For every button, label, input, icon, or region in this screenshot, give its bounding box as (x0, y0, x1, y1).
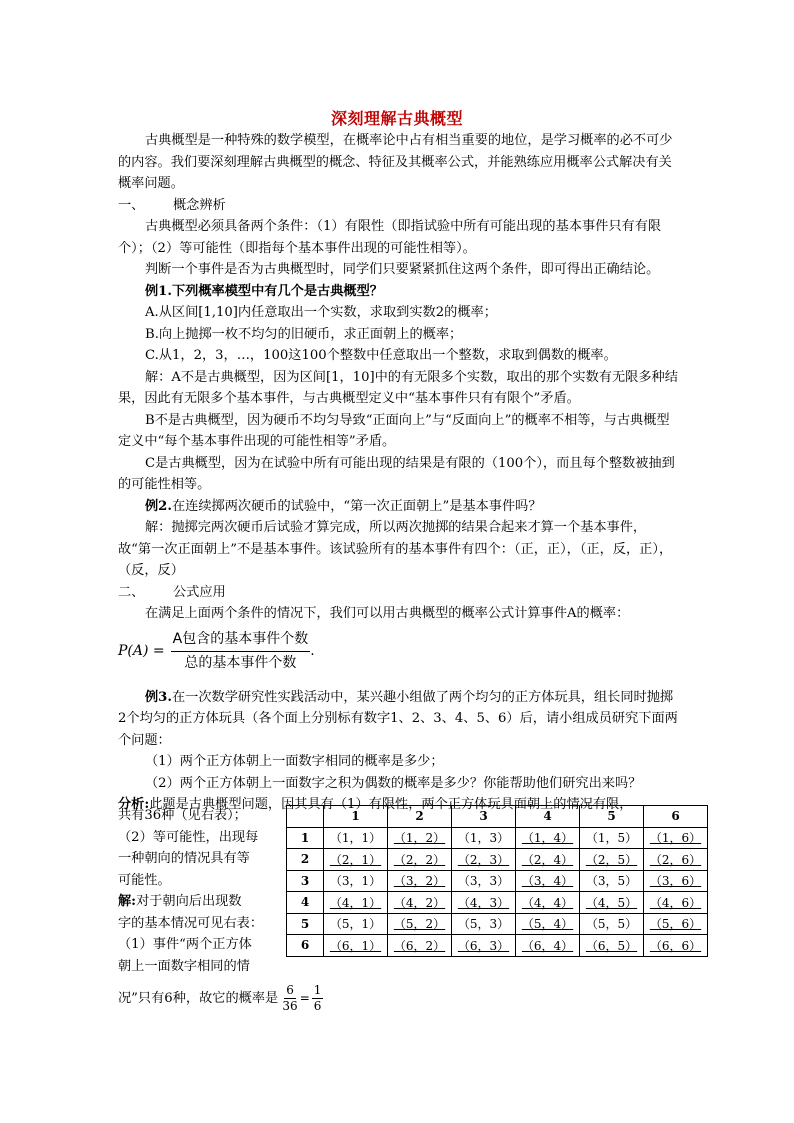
paragraph: 古典概型必须具备两个条件：（1）有限性（即指试验中所有可能出现的基本事件只有有限个）；（2）等可能性（即指每个基本事件出现的可能性相等）。 (118, 219, 662, 256)
outcome-pair: （1，4） (521, 831, 574, 846)
outcome-pair: （6，4） (521, 938, 574, 953)
table-cell (388, 827, 452, 849)
result-fractions (282, 983, 323, 1014)
table-cell (388, 935, 452, 957)
table-row (287, 913, 708, 935)
table-cell (452, 892, 516, 914)
table-header-cell: 3 (452, 806, 516, 828)
table-header-cell: 2 (388, 806, 452, 828)
outcome-pair: （1，1） (329, 831, 382, 846)
table-cell (324, 827, 388, 849)
table-header-cell (287, 806, 324, 828)
side-line: 共有36种（见右表）； (118, 808, 247, 823)
outcome-pair: （6，3） (457, 938, 510, 953)
outcome-pair: （6，2） (393, 938, 446, 953)
table-cell (580, 913, 644, 935)
table-cell (452, 935, 516, 957)
formula-period: . (310, 642, 315, 659)
solution-paragraph: B不是古典概型，因为硬币不均匀导致“正面向上”与“反面向上”的概率不相等，与古典概型定义中“每个基本事件出现的可能性相等”矛盾。 (118, 412, 670, 449)
section-title: 公式应用 (173, 584, 226, 600)
outcome-pair: （6，1） (329, 938, 382, 953)
table-cell (580, 849, 644, 871)
table-cell (516, 827, 580, 849)
option-b: B.向上抛掷一枚不均匀的旧硬币，求正面朝上的概率； (145, 326, 463, 342)
table-header-cell: 5 (580, 806, 644, 828)
side-line: （2）等可能性，出现每 (118, 829, 259, 845)
outcome-pair: （5，4） (521, 917, 574, 932)
outcome-pair: （3，1） (329, 874, 382, 889)
fraction-numerator: 1 (313, 983, 322, 997)
table-cell (324, 935, 388, 957)
outcome-pair: （1，6） (649, 831, 702, 846)
table-cell (452, 870, 516, 892)
example-2 (118, 496, 678, 518)
section-heading-1 (118, 195, 678, 217)
outcome-pair: （4，1） (329, 895, 382, 910)
table-cell (516, 892, 580, 914)
solve-line: 字的基本情况可见右表： (118, 915, 264, 931)
solve-label: 解: (118, 894, 137, 909)
option-c: C.从1，2，3，…，100这100个整数中任意取出一个整数，求取到偶数的概率。 (145, 348, 617, 363)
table-cell (516, 935, 580, 957)
table-row (287, 849, 708, 871)
table-row (287, 870, 708, 892)
table-cell (580, 870, 644, 892)
solve-line (118, 891, 288, 913)
fraction-numerator: 6 (286, 983, 294, 997)
table-header-row (287, 806, 708, 828)
outcome-pair: （3，3） (457, 874, 510, 889)
row-header-cell: 6 (287, 935, 324, 957)
outcome-pair: （1，3） (457, 831, 510, 846)
outcome-pair: （1，2） (393, 831, 446, 846)
equals-sign: = (299, 990, 310, 1005)
row-header-cell: 1 (287, 827, 324, 849)
table-row (287, 892, 708, 914)
table-row (287, 827, 708, 849)
paragraph: 判断一个事件是否为古典概型时，同学们只要紧紧抓住这两个条件，即可得出正确结论。 (145, 262, 660, 277)
table-cell (644, 827, 708, 849)
outcome-pair: （2，6） (649, 852, 702, 867)
outcome-pair: （4，2） (393, 895, 446, 910)
table-cell (452, 849, 516, 871)
solve-line: （1）事件“两个正方体 (118, 937, 252, 952)
table-cell (644, 913, 708, 935)
analysis-label: 分析: (118, 797, 150, 812)
example-label: 例2. (145, 498, 172, 514)
option-a: A.从区间[1,10]内任意取出一个实数，求取到实数2的概率； (145, 305, 497, 320)
table-header-cell: 4 (516, 806, 580, 828)
side-line: 可能性。 (118, 872, 171, 888)
section-number: 二、 (118, 584, 145, 600)
table-row (287, 935, 708, 957)
outcome-pair: （5，3） (457, 917, 510, 932)
solution-paragraph: 解：A不是古典概型，因为区间[1，10]中的有无限多个实数，取出的那个实数有无限多种结果，因此有无限多个基本事件，与古典概型定义中“基本事件只有有限个”矛盾。 (118, 369, 678, 406)
outcome-pair: （4，6） (649, 895, 702, 910)
outcome-pair: （2，5） (585, 852, 638, 867)
table-cell (580, 935, 644, 957)
solve-text: 对于朝向后出现数 (136, 894, 242, 909)
outcome-pair: （4，5） (585, 895, 638, 910)
row-header-cell: 5 (287, 913, 324, 935)
section-heading-2 (118, 582, 678, 604)
fraction-denominator: 6 (313, 999, 322, 1013)
fraction-1-6 (312, 983, 324, 1014)
formula-lhs: P(A) = (118, 642, 165, 659)
table-cell (580, 827, 644, 849)
result-prefix: 况”只有6种，故它的概率是 (118, 991, 279, 1006)
paragraph: 在满足上面两个条件的情况下，我们可以用古典概型的概率公式计算事件A的概率： (145, 606, 630, 621)
example-text: 在一次数学研究性实践活动中，某兴趣小组做了两个均匀的正方体玩具，组长同时抛掷2个均匀的正方体玩具（各个面上分别标有数字1、2、3、4、5、6）后，请小组成员研究下面两个问题： (118, 689, 678, 748)
outcome-pair: （5，2） (393, 917, 446, 932)
formula-numerator: A包含的基本事件个数 (171, 629, 311, 653)
document-body (118, 130, 678, 816)
table-cell (452, 827, 516, 849)
formula-denominator: 总的基本事件个数 (184, 655, 297, 671)
table-header-cell: 1 (324, 806, 388, 828)
row-header-cell: 4 (287, 892, 324, 914)
outcome-pair: （3，2） (393, 874, 446, 889)
table-cell (644, 892, 708, 914)
table-cell (324, 913, 388, 935)
analysis-text: 此题是古典概型问题，因其具有（1）有限性，两个正方体玩具面朝上的情况有限， (149, 797, 633, 812)
outcome-pair: （5，5） (585, 917, 638, 932)
section-number: 一、 (118, 197, 145, 213)
outcome-pair: （3，5） (585, 874, 638, 889)
outcome-pair: （2，1） (329, 852, 382, 867)
solve-line: 朝上一面数字相同的情 (118, 958, 250, 974)
example-1 (118, 281, 678, 303)
outcome-pair: （2，2） (393, 852, 446, 867)
table-cell (516, 870, 580, 892)
outcome-pair: （2，4） (521, 852, 574, 867)
intro-paragraph: 古典概型是一种特殊的数学模型，在概率论中占有相当重要的地位，是学习概率的必不可少的内容。我们要深刻理解古典概型的概念、特征及其概率公式，并能熟练应用概率公式解决有关概率问题。 (118, 133, 673, 191)
table-cell (388, 870, 452, 892)
row-header-cell: 3 (287, 870, 324, 892)
table-cell (324, 892, 388, 914)
outcome-pair: （4，4） (521, 895, 574, 910)
table-header-cell: 6 (644, 806, 708, 828)
outcome-pair: （3，6） (649, 874, 702, 889)
row-header-cell: 2 (287, 849, 324, 871)
table-cell (580, 892, 644, 914)
outcome-pair: （3，4） (521, 874, 574, 889)
outcome-table (286, 805, 708, 957)
question-2: （2）两个正方体朝上一面数字之积为偶数的概率是多少？你能帮助他们研究出来吗？ (145, 775, 642, 791)
example-label: 例3. (145, 689, 172, 705)
table-cell (388, 849, 452, 871)
example-question: 在连续掷两次硬币的试验中，“第一次正面朝上”是基本事件吗？ (171, 498, 542, 514)
probability-result (118, 983, 418, 1014)
fraction-denominator: 36 (282, 999, 298, 1013)
outcome-pair: （1，5） (585, 831, 638, 846)
outcome-pair: （5，1） (329, 917, 382, 932)
probability-formula (118, 627, 678, 677)
table-cell (516, 913, 580, 935)
solution-paragraph: C是古典概型，因为在试验中所有可能出现的结果是有限的（100个），而且每个整数被抽到的可能性相等。 (118, 455, 675, 492)
table-cell (516, 849, 580, 871)
solution-paragraph: 解：抛掷完两次硬币后试验才算完成，所以两次抛掷的结果合起来才算一个基本事件，故“第一次正面朝上”不是基本事件。该试验所有的基本事件有四个：（正，正），（正，反，正），（反，反） (118, 520, 673, 578)
table-cell (324, 870, 388, 892)
outcome-pair: （5，6） (649, 917, 702, 932)
example-3 (118, 687, 678, 752)
example-question: 下列概率模型中有几个是古典概型？ (171, 283, 383, 299)
outcome-pair: （6，5） (585, 938, 638, 953)
table-cell (388, 913, 452, 935)
document-title: 深刻理解古典概型 (330, 109, 463, 128)
outcome-pair: （2，3） (457, 852, 510, 867)
table-cell (388, 892, 452, 914)
table-cell (452, 913, 516, 935)
example-label: 例1. (145, 283, 172, 299)
table-cell (644, 870, 708, 892)
table-cell (324, 849, 388, 871)
formula-fraction (171, 629, 311, 675)
outcome-pair: （6，6） (649, 938, 702, 953)
outcome-pair: （4，3） (457, 895, 510, 910)
question-1: （1）两个正方体朝上一面数字相同的概率是多少； (145, 754, 444, 769)
section-title: 概念辨析 (173, 197, 226, 213)
side-line: 一种朝向的情况具有等 (118, 851, 250, 866)
table-cell (644, 849, 708, 871)
table-cell (644, 935, 708, 957)
side-text (118, 805, 322, 1014)
fraction-6-36 (282, 983, 297, 1014)
